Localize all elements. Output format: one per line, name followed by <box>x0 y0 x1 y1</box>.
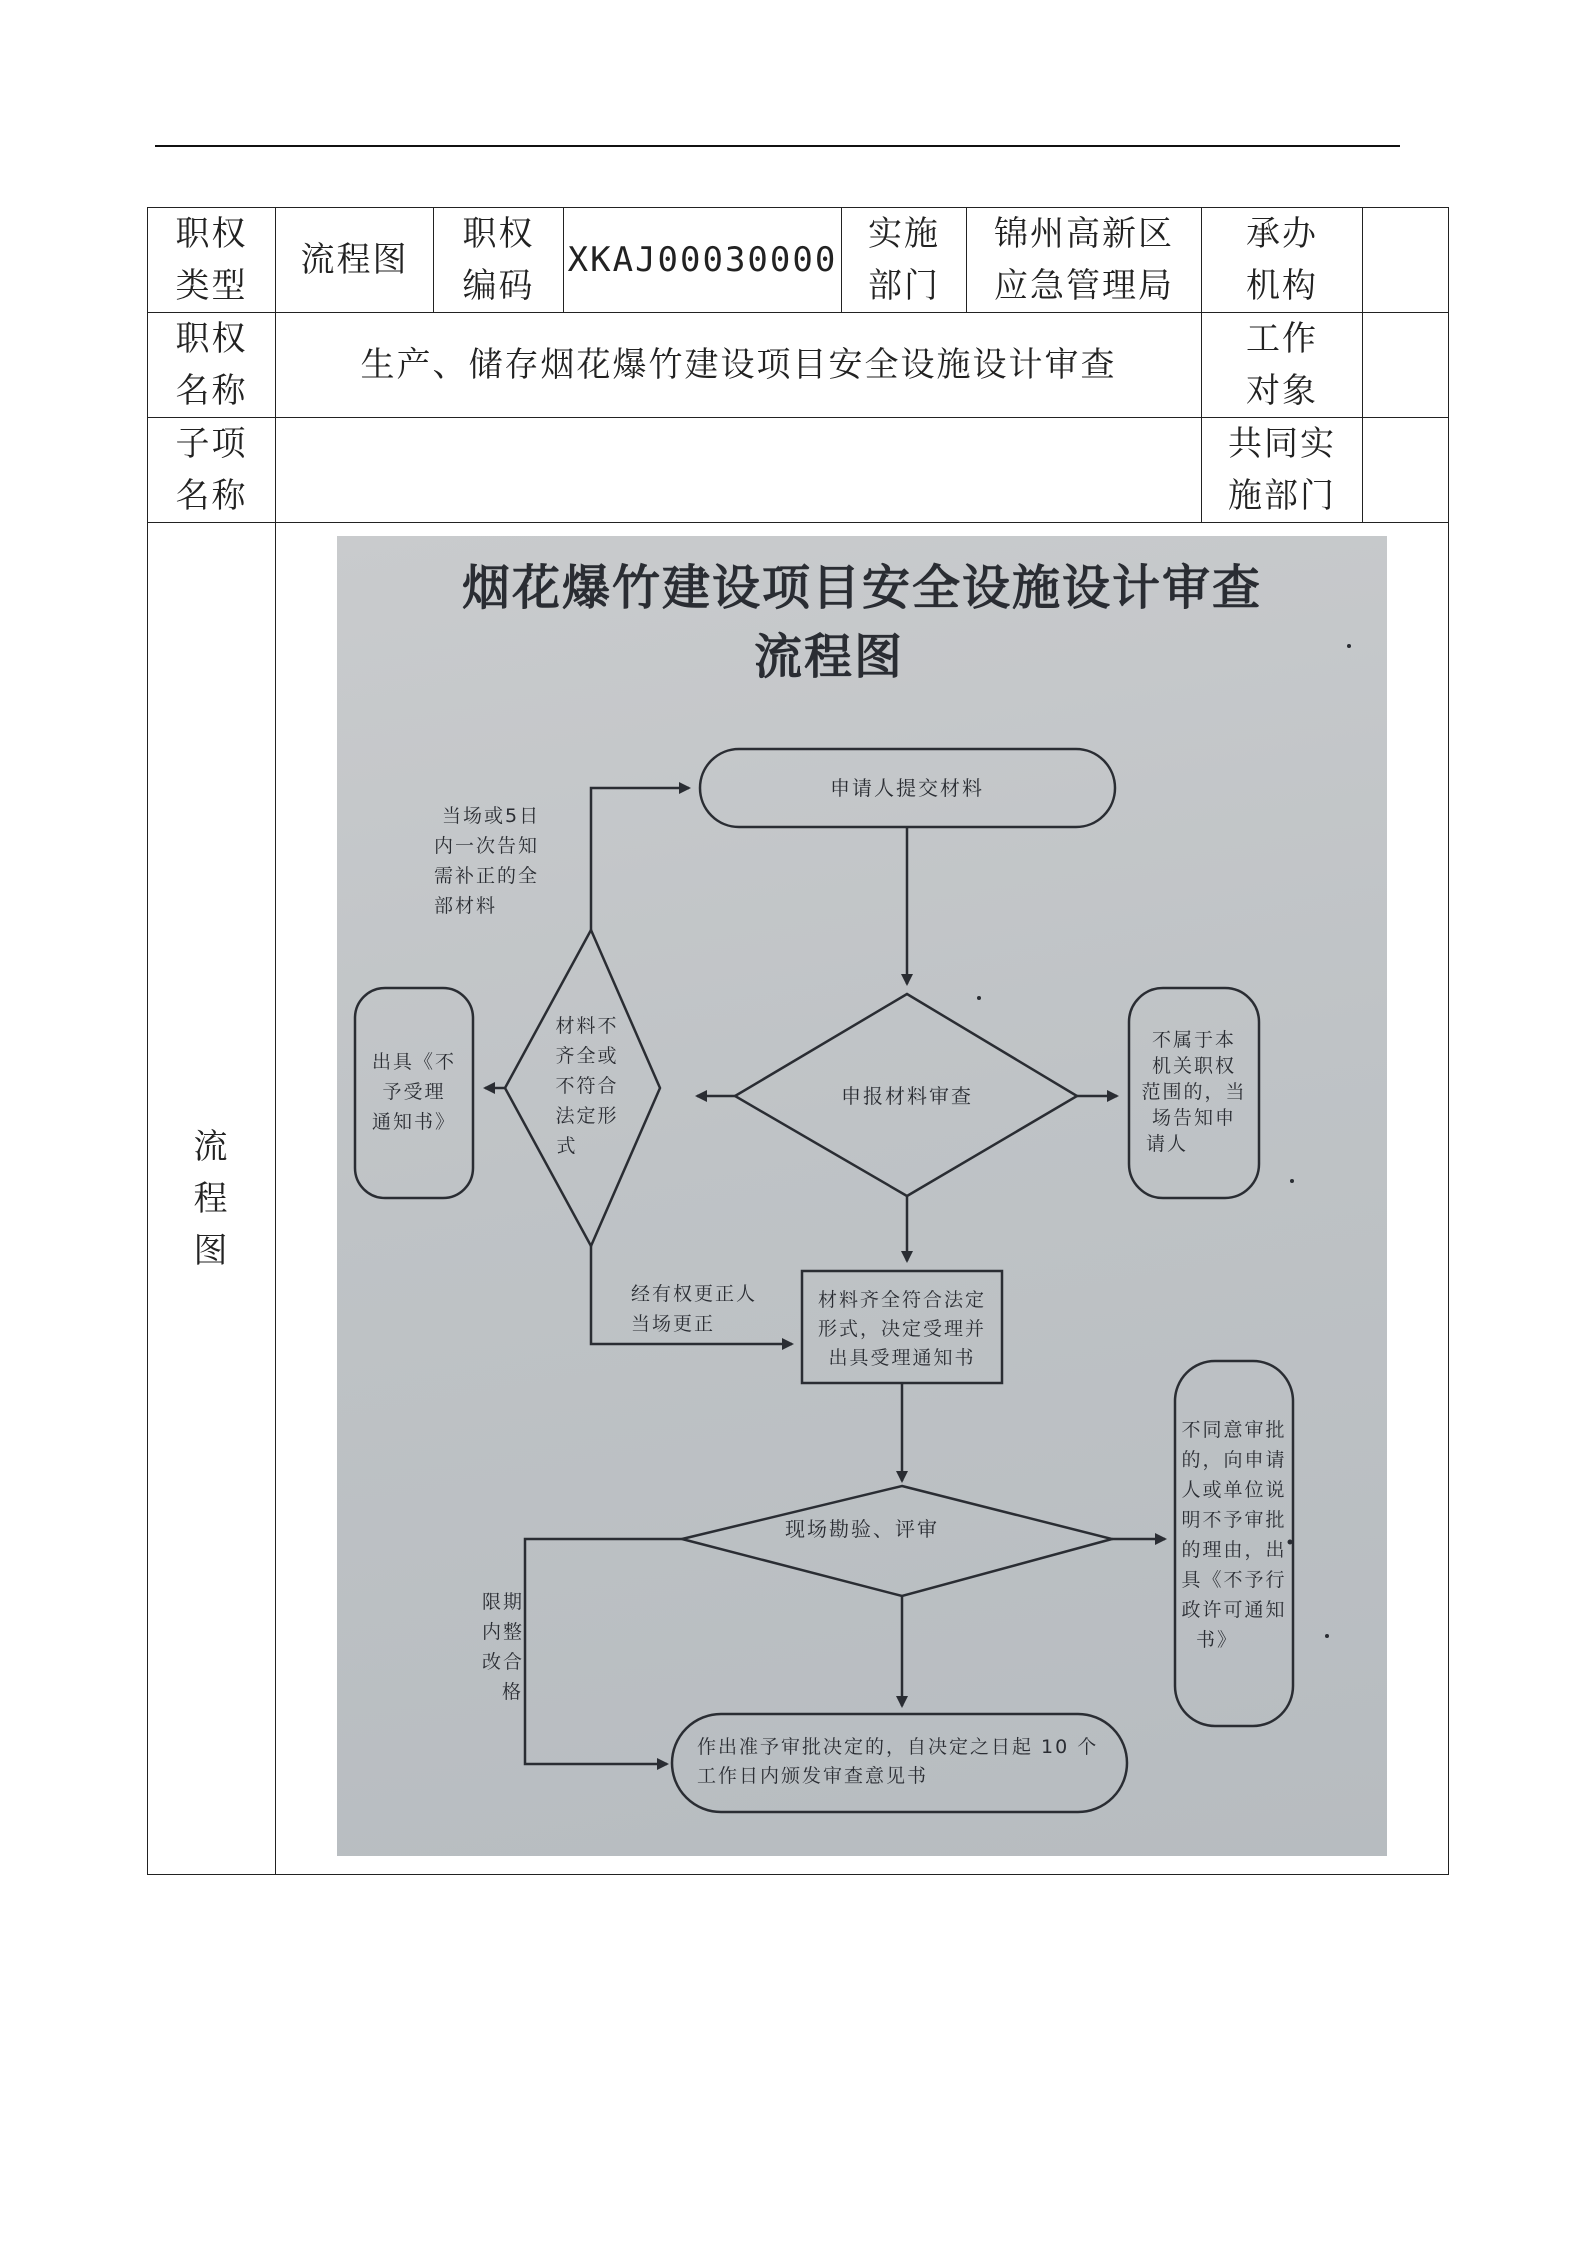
svg-text:不属于本: 不属于本 <box>1151 1029 1237 1051</box>
target-label: 工作 对象 <box>1202 313 1363 418</box>
sub-label: 子项 名称 <box>148 418 276 523</box>
final-node <box>672 1714 1127 1812</box>
authority-name-value: 生产、储存烟花爆竹建设项目安全设施设计审查 <box>276 313 1202 418</box>
material-diamond-text <box>555 1015 618 1157</box>
svg-text:改合: 改合 <box>482 1651 525 1673</box>
reject-approval-text <box>1181 1419 1286 1651</box>
svg-text:材料不: 材料不 <box>555 1015 619 1037</box>
dept-label: 实施 部门 <box>842 208 967 313</box>
svg-text:式: 式 <box>556 1135 578 1157</box>
svg-text:范围的，当: 范围的，当 <box>1141 1081 1247 1103</box>
svg-text:机关职权: 机关职权 <box>1151 1055 1237 1077</box>
table-row <box>148 523 1449 1875</box>
inspect-diamond <box>682 1486 1112 1596</box>
co-dept-value <box>1363 418 1449 523</box>
svg-text:的理由，出: 的理由，出 <box>1181 1539 1287 1561</box>
correction-text <box>631 1283 757 1335</box>
svg-text:内整: 内整 <box>482 1621 525 1643</box>
inspect-label: 现场勘验、评审 <box>785 1517 939 1541</box>
svg-text:请人: 请人 <box>1145 1133 1189 1155</box>
flowchart-photo <box>337 536 1387 1856</box>
svg-text:当场或5日: 当场或5日 <box>442 805 541 827</box>
svg-text:齐全或: 齐全或 <box>555 1045 619 1067</box>
svg-text:予受理: 予受理 <box>382 1081 446 1103</box>
code-value: XKAJ00030000 <box>564 208 842 313</box>
svg-text:法定形: 法定形 <box>555 1105 619 1127</box>
rectify-text <box>482 1591 524 1703</box>
sub-value <box>276 418 1202 523</box>
notify-text <box>434 805 540 917</box>
code-label: 职权 编码 <box>434 208 564 313</box>
svg-text:出具受理通知书: 出具受理通知书 <box>828 1347 976 1369</box>
svg-text:出具《不: 出具《不 <box>371 1051 457 1073</box>
svg-text:部材料: 部材料 <box>434 895 498 917</box>
svg-text:政许可通知: 政许可通知 <box>1181 1599 1287 1621</box>
type-label: 职权 类型 <box>148 208 276 313</box>
svg-text:内一次告知: 内一次告知 <box>434 835 540 857</box>
svg-text:人或单位说: 人或单位说 <box>1181 1479 1287 1501</box>
table-row <box>148 208 1449 313</box>
svg-text:具《不予行: 具《不予行 <box>1181 1569 1287 1591</box>
svg-text:格: 格 <box>502 1681 524 1703</box>
final-node-text <box>697 1736 1098 1787</box>
dept-value: 锦州高新区 应急管理局 <box>967 208 1202 313</box>
svg-text:作出准予审批决定的，自决定之日起 10 个: 作出准予审批决定的，自决定之日起 10 个 <box>697 1736 1099 1758</box>
svg-text:通知书》: 通知书》 <box>371 1111 457 1133</box>
svg-text:形式，决定受理并: 形式，决定受理并 <box>817 1318 987 1340</box>
svg-text:的，向申请: 的，向申请 <box>1181 1449 1287 1471</box>
start-node-label: 申请人提交材料 <box>830 776 984 800</box>
table-row <box>148 418 1449 523</box>
svg-text:需补正的全: 需补正的全 <box>434 865 540 887</box>
flowchart-title: 烟花爆竹建设项目安全设施设计审查 <box>461 560 1263 616</box>
svg-text:经有权更正人: 经有权更正人 <box>631 1283 758 1305</box>
out-of-scope-text <box>1141 1029 1246 1155</box>
org-label: 承办 机构 <box>1202 208 1363 313</box>
flowchart-diagram <box>337 536 1387 1856</box>
flow-label: 流 程 图 <box>148 523 276 1875</box>
org-value <box>1363 208 1449 313</box>
svg-text:不同意审批: 不同意审批 <box>1181 1419 1287 1441</box>
authority-table <box>147 207 1449 1875</box>
svg-text:材料齐全符合法定: 材料齐全符合法定 <box>817 1289 987 1311</box>
type-value: 流程图 <box>276 208 434 313</box>
review-label: 申报材料审查 <box>841 1084 973 1108</box>
table-row <box>148 313 1449 418</box>
svg-text:工作日内颁发审查意见书: 工作日内颁发审查意见书 <box>697 1765 929 1787</box>
svg-text:当场更正: 当场更正 <box>631 1313 716 1335</box>
flowchart-cell <box>276 523 1449 1875</box>
header-rule <box>155 145 1400 147</box>
reject-acceptance-text <box>372 1051 456 1133</box>
connector <box>525 1539 682 1764</box>
svg-text:不符合: 不符合 <box>555 1075 619 1097</box>
target-value <box>1363 313 1449 418</box>
svg-text:书》: 书》 <box>1195 1629 1239 1651</box>
connector <box>591 788 689 930</box>
svg-text:明不予审批: 明不予审批 <box>1181 1509 1287 1531</box>
svg-text:限期: 限期 <box>482 1591 525 1613</box>
accept-box-text <box>818 1289 986 1369</box>
name-label: 职权 名称 <box>148 313 276 418</box>
co-dept-label: 共同实 施部门 <box>1202 418 1363 523</box>
flowchart-subtitle: 流程图 <box>753 629 905 685</box>
svg-text:场告知申: 场告知申 <box>1151 1107 1237 1129</box>
